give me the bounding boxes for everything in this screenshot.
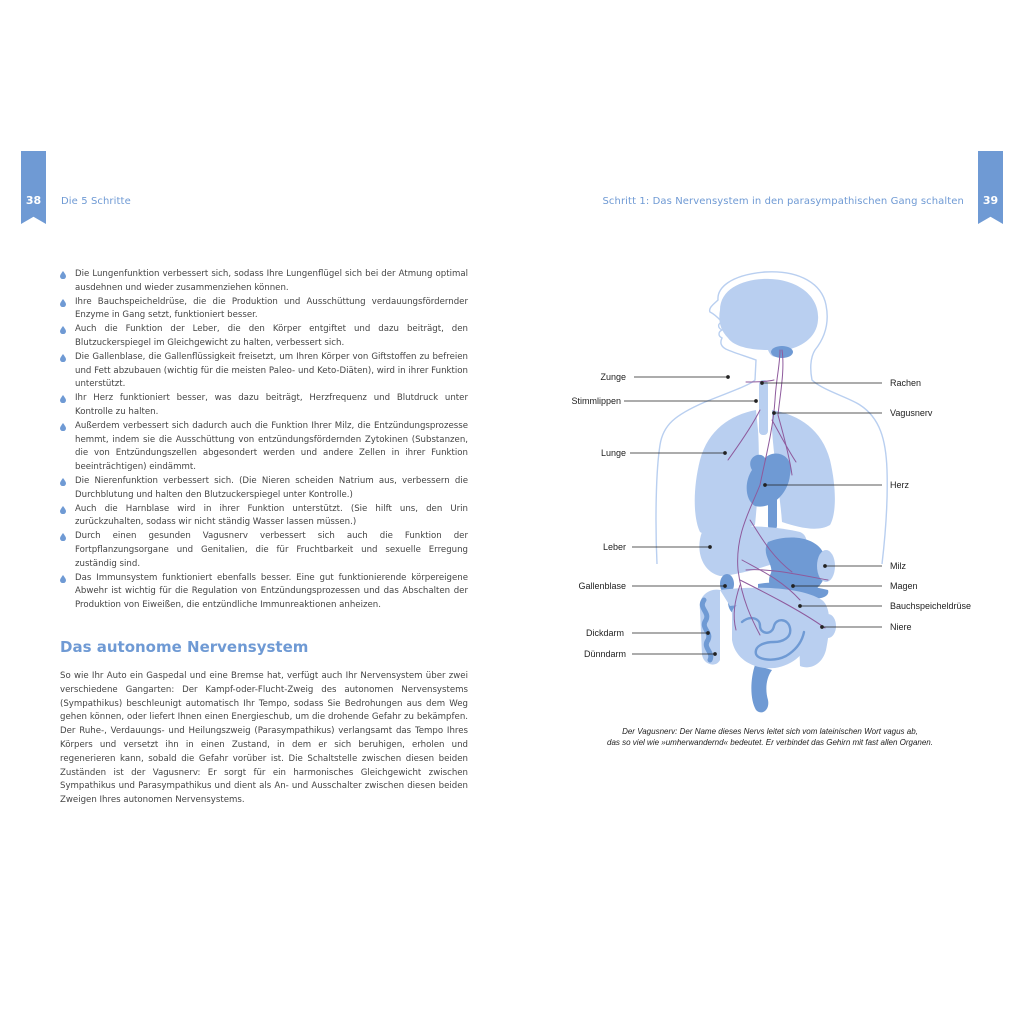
label-gallenblase: Gallenblase (578, 581, 626, 591)
caption-line-1: Der Vagusnerv: Der Name dieses Nervs leitet sich vom lateinischen Wort vagus ab, (622, 727, 918, 736)
list-item-text: Auch die Harnblase wird in ihrer Funktion unterstützt. (Sie hilft uns, den Urin zurückzuhalten, sodass wir nicht ständig Wasser lassen müssen.) (75, 503, 468, 528)
label-magen: Magen (890, 581, 918, 591)
list-item (60, 296, 468, 324)
caption-line-2: das so viel wie »umherwandernd« bedeutet. Er verbindet das Gehirn mit fast allen Organen. (607, 738, 933, 747)
list-item-text: Durch einen gesunden Vagusnerv verbessert sich auch die Funktion der Fortpflanzungsorgane und Genitalien, die für Fruchtbarkeit und sexuelle Erregung zuständig sind. (75, 531, 468, 569)
water-drop-icon (60, 326, 66, 334)
benefits-list (60, 268, 468, 613)
water-drop-icon (60, 506, 66, 514)
label-zunge: Zunge (600, 372, 626, 382)
list-item-text: Ihr Herz funktioniert besser, was dazu beiträgt, Herzfrequenz und Blutdruck unter Kontrolle zu halten. (75, 393, 468, 417)
water-drop-icon (60, 575, 66, 583)
label-milz: Milz (890, 561, 906, 571)
water-drop-icon (60, 299, 66, 307)
label-rachen: Rachen (890, 378, 922, 388)
water-drop-icon (60, 533, 66, 541)
label-vagusnerv: Vagusnerv (890, 408, 933, 418)
list-item (60, 392, 468, 420)
body-paragraph: So wie Ihr Auto ein Gaspedal und eine Bremse hat, verfügt auch Ihr Nervensystem über zwei verschiedene Gangarten: Der Kampf-oder-Flucht-Zweig des autonomen Nervensystems (Sympathikus) beschleunigt automatisch Ihr Tempo, sodass Sie Bedrohungen aus dem Weg gehen können, oder liefert Ihnen einen Energieschub, um die drohende Gefahr zu bekämpfen. Der Ruhe-, Verdauungs- und Heilungszweig (Parasympathikus) verlangsamt das Tempo Ihres Körpers und versetzt ihn in einen Zustand, in dem er sich beruhigen, erholen und regenerieren kann, sobald die Gefahr vorüber ist. Die Schaltstelle zwischen diesen beiden Zuständen ist der Vagusnerv: Er sorgt für ein harmonisches Gleichgewicht zwischen Sympathikus und Parasympathikus und dient als An- und Ausschalter zwischen diesen beiden Zweigen Ihres autonomen Nervensystems. (60, 671, 468, 806)
running-head-left: Die 5 Schritte (61, 196, 131, 207)
list-item (60, 530, 468, 571)
water-drop-icon (60, 271, 66, 279)
page-number-left: 38 (25, 194, 42, 207)
label-herz: Herz (890, 480, 910, 490)
water-drop-icon (60, 423, 66, 431)
trachea (759, 380, 768, 435)
list-item-text: Ihre Bauchspeicheldrüse, die die Produktion und Ausschüttung verdauungsfördernder Enzyme in Gang setzt, funktioniert besser. (75, 296, 468, 321)
list-item-text: Die Lungenfunktion verbessert sich, sodass Ihre Lungenflügel sich bei der Atmung optimal ausdehnen und wieder zusammenziehen können. (75, 269, 468, 293)
label-lunge: Lunge (600, 448, 626, 458)
list-item (60, 572, 468, 613)
figure-caption (560, 726, 980, 748)
list-item-text: Auch die Funktion der Leber, die den Körper entgiftet und dazu beiträgt, den Blutzuckerspiegel im Gleichgewicht zu halten, verbessert sich. (75, 324, 468, 348)
list-item-text: Außerdem verbessert sich dadurch auch die Funktion Ihrer Milz, die Entzündungsprozesse hemmt, indem sie die Ausschüttung von entzündungsfördernden Zytokinen (Substanzen, die von Entzündungszellen abgesondert werden und andere Zellen in ihrer Funktion beeinträchtigen) eindämmt. (75, 420, 468, 473)
label-duenndarm: Dünndarm (583, 649, 626, 659)
list-item (60, 475, 468, 503)
brain (719, 279, 818, 357)
list-item-text: Das Immunsystem funktioniert ebenfalls besser. Eine gut funktionierende körpereigene Abwehr ist wichtig für die Regulation von Entzündungsprozessen und das Abschalten der Produktion von Eiweißen, die entzündliche Immunreaktionen anheizen. (75, 572, 468, 611)
water-drop-icon (60, 478, 66, 486)
list-item-text: Die Gallenblase, die Gallenflüssigkeit freisetzt, um Ihren Körper von Giftstoffen zu befreien und Fett abzubauen (wichtig für die meisten Paleo- und Keto-Diäten), wird in ihrer Funktion unterstützt. (75, 351, 468, 390)
vagus-nerve-diagram (560, 270, 980, 720)
list-item (60, 420, 468, 475)
water-drop-icon (60, 354, 66, 362)
label-bauchspeicheldruese: Bauchspeicheldrüse (890, 601, 972, 611)
list-item-text: Die Nierenfunktion verbessert sich. (Die Nieren scheiden Natrium aus, verbessern die Durchblutung und halten den Blutzuckerspiegel unter Kontrolle.) (75, 475, 468, 500)
page-tab-right (978, 151, 1003, 224)
label-leber: Leber (602, 542, 626, 552)
list-item (60, 503, 468, 531)
rectum (751, 665, 772, 712)
section-heading: Das autonome Nervensystem (60, 638, 309, 656)
page-tab-left (21, 151, 46, 224)
running-head-right: Schritt 1: Das Nervensystem in den parasympathischen Gang schalten (602, 196, 964, 207)
label-stimmlippen: Stimmlippen (571, 396, 621, 406)
page-number-right: 39 (982, 194, 999, 207)
list-item (60, 268, 468, 296)
label-dickdarm: Dickdarm (585, 628, 624, 638)
water-drop-icon (60, 395, 66, 403)
list-item (60, 323, 468, 351)
list-item (60, 351, 468, 392)
label-niere: Niere (890, 622, 912, 632)
